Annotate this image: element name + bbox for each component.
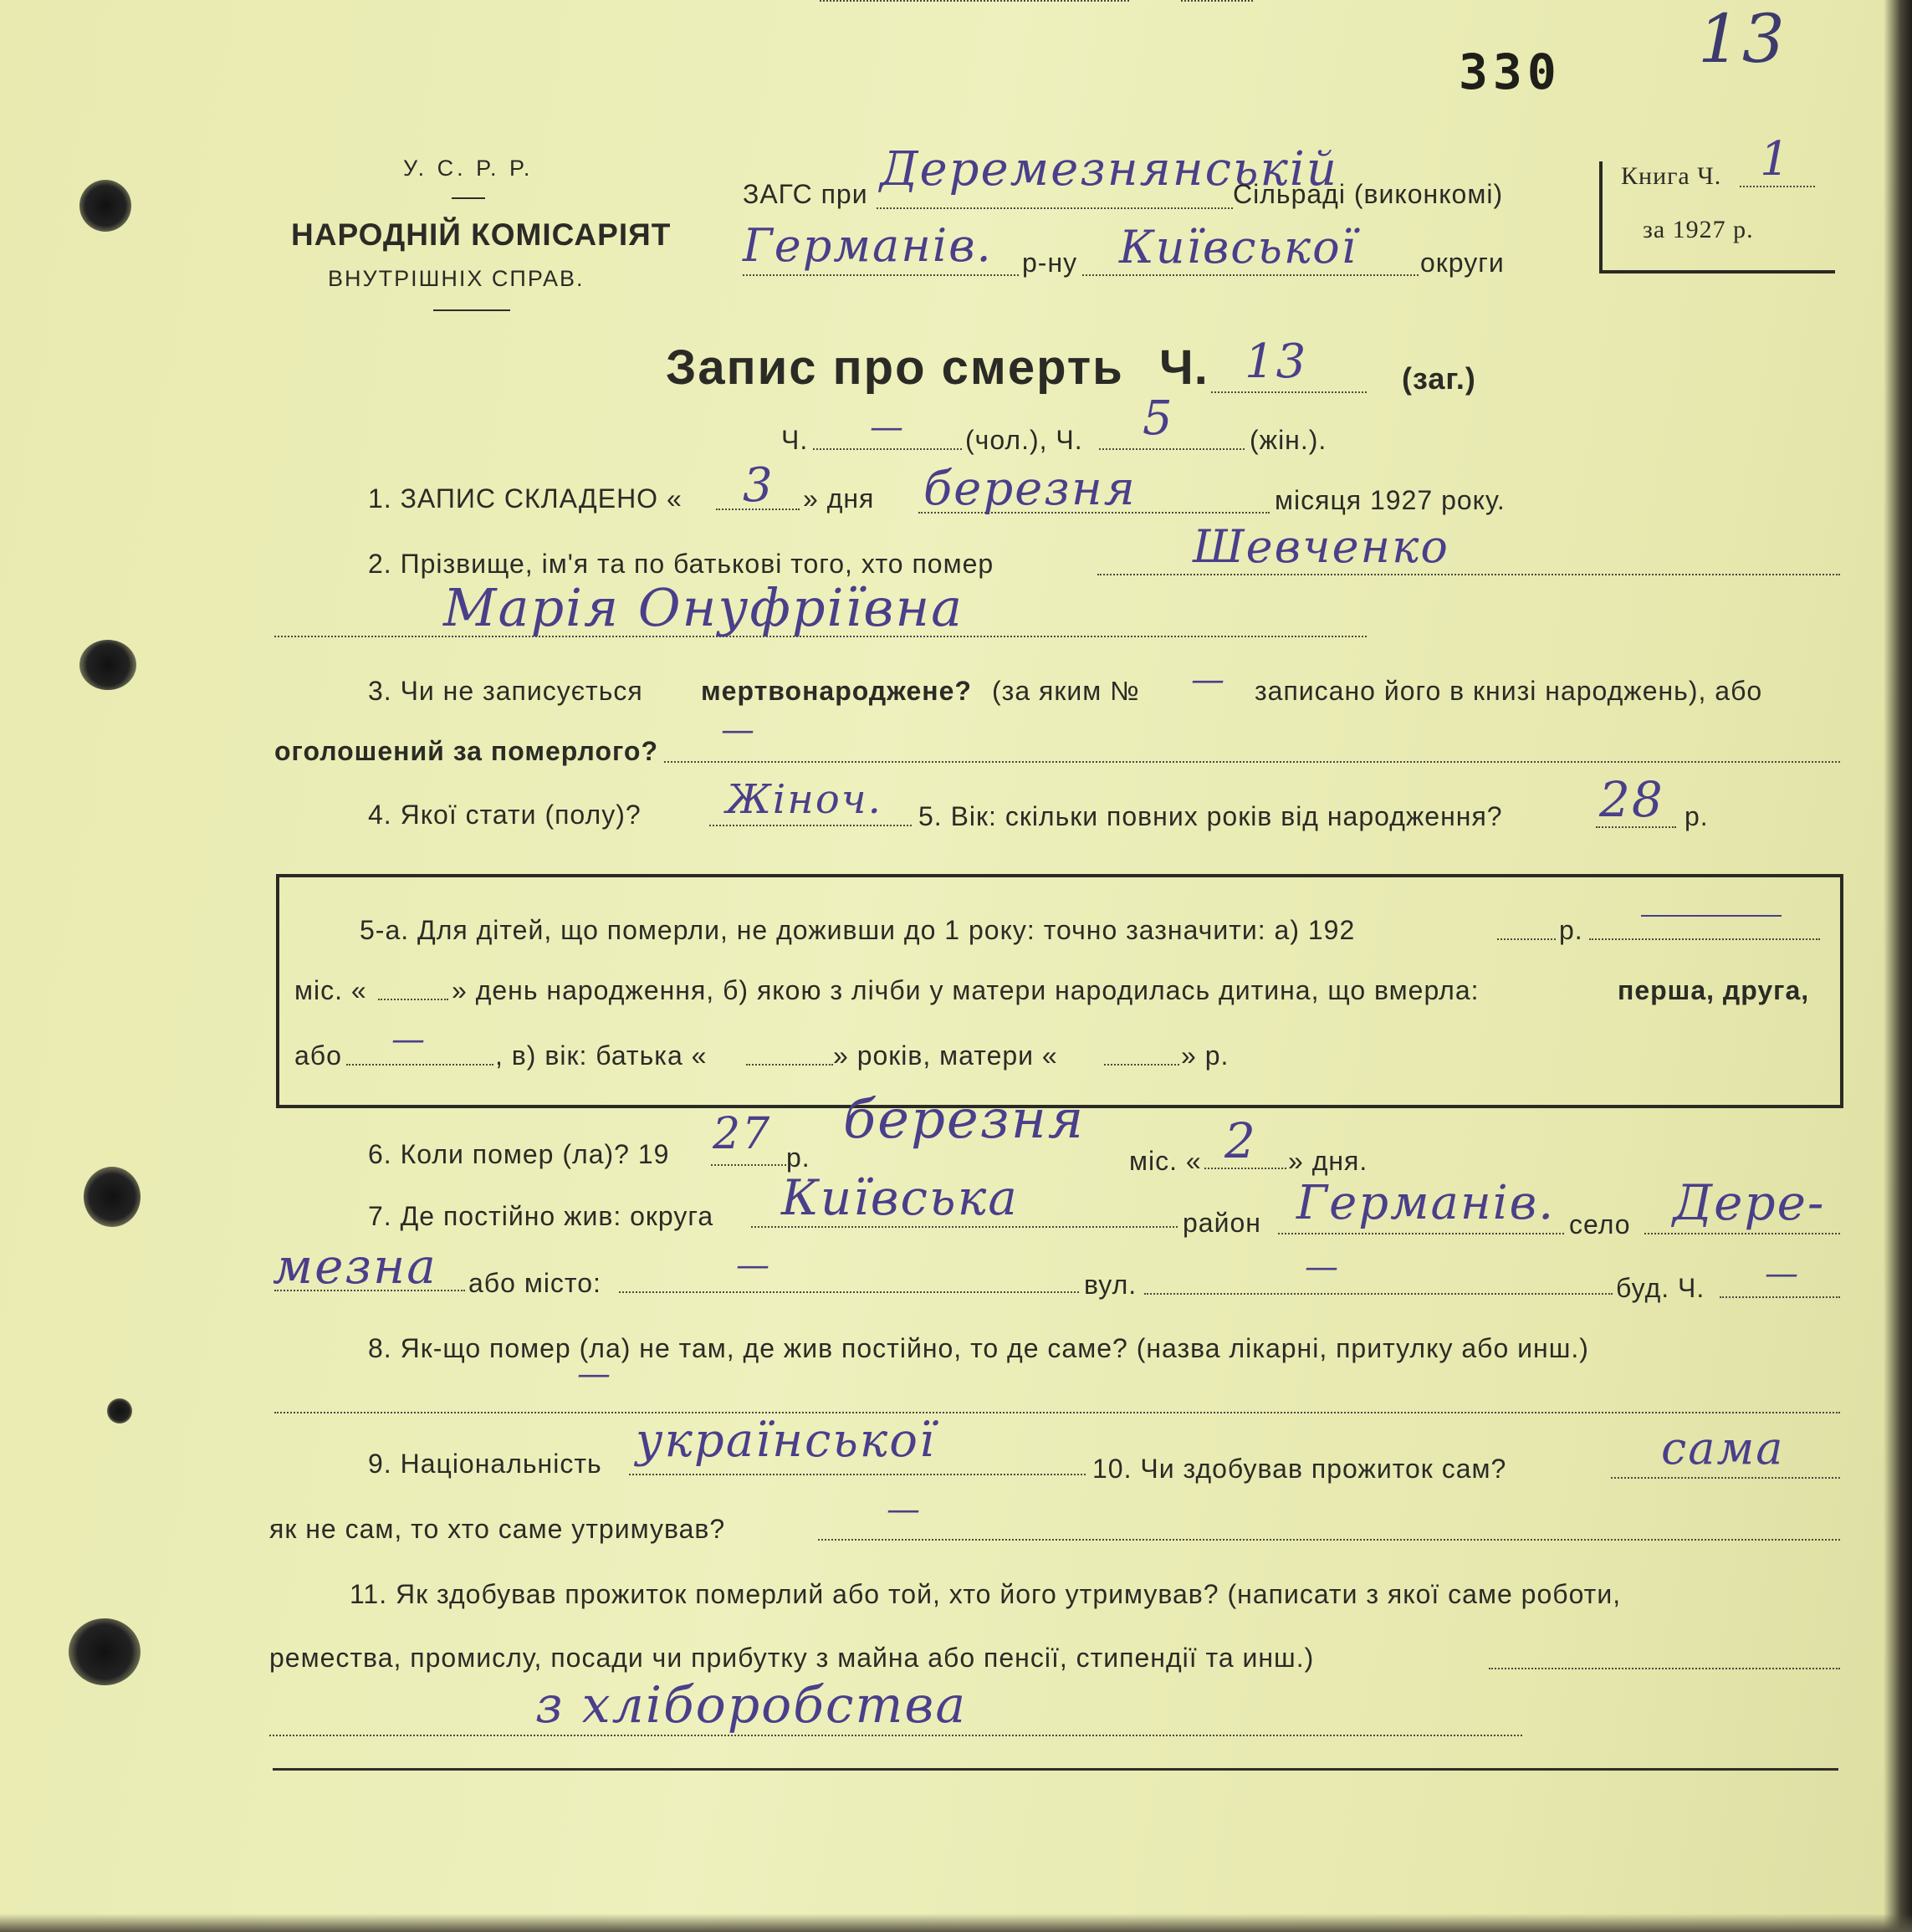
q5a-line3-a: або	[294, 1040, 342, 1071]
field-line	[1181, 0, 1253, 2]
zags-council-suffix: Сільраді (виконкомі)	[1233, 179, 1504, 209]
q10-line2-label: як не сам, то хто саме утримував?	[269, 1514, 726, 1544]
q5-age-value: 28	[1599, 771, 1664, 828]
q7-bud-value: —	[1765, 1255, 1800, 1293]
field-line	[619, 1291, 1079, 1293]
q5a-line3-b: , в) вік: батька «	[495, 1040, 708, 1071]
field-line	[1489, 1668, 1840, 1669]
punch-hole	[79, 640, 136, 690]
male-number-prefix: Ч.	[781, 425, 809, 455]
q1-suffix: місяця 1927 року.	[1275, 485, 1506, 515]
commissariat-name: НАРОДНІЙ КОМІСАРІЯТ	[291, 217, 672, 252]
record-number-label: Ч.	[1159, 340, 1209, 395]
q11-value: з хліборобства	[535, 1676, 968, 1735]
field-line	[1278, 1233, 1564, 1234]
male-number-suffix: (чол.), Ч.	[965, 425, 1083, 455]
q6-mis: міс. «	[1129, 1146, 1202, 1176]
q6-r: р.	[786, 1142, 810, 1173]
field-line	[813, 448, 962, 450]
stamp-number: 330	[1459, 43, 1562, 100]
q7-selo-label: село	[1569, 1209, 1631, 1239]
record-number-value: 13	[1245, 335, 1308, 389]
field-line	[346, 1064, 493, 1066]
punch-hole	[69, 1618, 141, 1685]
q1-day-value: 3	[743, 458, 775, 513]
field-line	[877, 207, 1233, 209]
field-line	[1099, 448, 1245, 450]
q6-day-value: 2	[1224, 1112, 1257, 1169]
q5a-line3-d: » р.	[1181, 1040, 1230, 1071]
zags-district-suffix: р-ну	[1022, 248, 1078, 278]
divider	[452, 197, 485, 199]
q1-label: 1. ЗАПИС СКЛАДЕНО «	[368, 483, 682, 514]
field-line	[1611, 1477, 1840, 1479]
book-year: за 1927 р.	[1643, 216, 1754, 243]
q7-label: 7. Де постійно жив: округа	[368, 1201, 714, 1231]
field-line	[664, 761, 1840, 763]
field-line	[1497, 938, 1556, 940]
zags-okrug-value: Київської	[1119, 221, 1357, 273]
q2-name-value: Марія Онуфріївна	[443, 577, 964, 638]
q4-label: 4. Якої стати (полу)?	[368, 800, 642, 830]
book-number: 1	[1760, 132, 1792, 187]
q1-mid: » дня	[803, 483, 875, 514]
q10-value: сама	[1661, 1422, 1785, 1475]
book-label: Книга Ч.	[1621, 162, 1722, 190]
q7-vul-label: вул.	[1084, 1270, 1137, 1300]
q6-month-value: березня	[843, 1089, 1086, 1151]
field-line	[1644, 1233, 1840, 1234]
q8-label: 8. Як-що помер (ла) не там, де жив постійно, то де саме? (назва лікарні, притулку або инш.)	[368, 1333, 1589, 1363]
field-line	[746, 1064, 833, 1066]
q3-number-value: —	[1191, 661, 1226, 699]
q5a-line3-c: » років, матери «	[833, 1040, 1058, 1071]
field-line	[629, 1474, 1086, 1475]
field-line	[269, 1735, 1522, 1736]
bottom-rule	[273, 1768, 1838, 1771]
q8-value: —	[577, 1355, 612, 1393]
zags-prefix: ЗАГС при	[743, 179, 868, 209]
q3-label-a: 3. Чи не записується	[368, 676, 643, 706]
scan-edge-right	[1884, 0, 1912, 1932]
female-number-value: 5	[1143, 391, 1174, 446]
q5a-line3-value: —	[391, 1020, 427, 1059]
zags-council-value: Деремезнянській	[880, 142, 1338, 197]
q4-sex-value: Жіноч.	[726, 776, 882, 823]
female-number-suffix: (жін.).	[1250, 425, 1327, 455]
q5a-line2-b: » день народження, б) якою з лічби у матери народилась дитина, що вмерла:	[452, 975, 1480, 1005]
q7-misto-value: —	[736, 1246, 771, 1285]
q3-declared-value: —	[721, 711, 756, 749]
q10-line2-value: —	[887, 1490, 922, 1529]
q10-label: 10. Чи здобував прожиток сам?	[1092, 1454, 1507, 1484]
q5a-line1: 5-а. Для дітей, що померли, не доживши до 1 року: точно зазначити: а) 192	[360, 915, 1356, 945]
q2-surname-value: Шевченко	[1193, 520, 1449, 573]
punch-hole	[84, 1167, 141, 1227]
q5a-line2-a: міс. «	[294, 975, 367, 1005]
field-line	[1097, 574, 1840, 575]
q7-okrug-value: Київська	[781, 1169, 1019, 1226]
q9-label: 9. Національність	[368, 1449, 602, 1479]
field-line	[709, 825, 912, 826]
punch-hole	[79, 180, 131, 232]
q7-selo-value-2: мезна	[273, 1238, 437, 1295]
q7-raion-value: Германів.	[1296, 1176, 1556, 1230]
record-title: Запис про смерть	[666, 340, 1124, 395]
q7-selo-value-1: Дере-	[1673, 1174, 1826, 1231]
commissariat-dept: ВНУТРІШНІХ СПРАВ.	[328, 266, 585, 291]
field-line	[1144, 1293, 1613, 1295]
field-line	[711, 1164, 786, 1166]
corner-number: 13	[1698, 0, 1787, 78]
divider	[433, 309, 510, 311]
scan-edge-bottom	[0, 1914, 1912, 1932]
q6-suffix: » дня.	[1288, 1146, 1368, 1176]
dash-mark	[1641, 915, 1782, 917]
field-line	[1211, 391, 1367, 393]
zags-okrug-suffix: округи	[1420, 248, 1505, 278]
field-line	[378, 999, 448, 1000]
field-line	[751, 1226, 1178, 1228]
q9-nationality-value: української	[636, 1413, 936, 1468]
q7-vul-value: —	[1305, 1248, 1340, 1286]
male-number-value: —	[870, 408, 905, 447]
field-line	[274, 1412, 1840, 1413]
field-line	[1082, 274, 1419, 276]
field-line	[1104, 1064, 1179, 1066]
q3-label-b: (за яким №	[992, 676, 1140, 706]
field-line	[818, 1539, 1840, 1541]
q7-raion-label: район	[1183, 1208, 1261, 1238]
q1-month-value: березня	[923, 462, 1137, 516]
punch-hole	[107, 1398, 132, 1423]
field-line	[1720, 1296, 1840, 1298]
field-line	[743, 274, 1019, 276]
q3-declared-dead: оголошений за померлого?	[274, 736, 658, 766]
q11-line1: 11. Як здобував прожиток померлий або той, хто його утримував? (написати з якої саме роботи,	[350, 1579, 1622, 1609]
q6-year-value: 27	[713, 1109, 772, 1159]
q5-label: 5. Вік: скільки повних років від народження?	[918, 801, 1503, 831]
record-number-suffix: (заг.)	[1402, 361, 1476, 396]
field-line	[820, 0, 1129, 2]
q7-misto-label: або місто:	[468, 1268, 601, 1298]
q5a-line2-bold: перша, друга,	[1618, 975, 1810, 1005]
q6-label: 6. Коли помер (ла)? 19	[368, 1139, 670, 1169]
q11-line2: ремества, промислу, посади чи прибутку з майна або пенсії, стипендії та инш.)	[269, 1643, 1315, 1673]
q3-stillborn: мертвонароджене?	[701, 676, 972, 706]
zags-district-value: Германів.	[743, 219, 993, 272]
q3-label-c: записано його в книзі народжень), або	[1255, 676, 1763, 706]
q5-suffix: р.	[1685, 801, 1709, 831]
q7-bud-label: буд. Ч.	[1616, 1273, 1705, 1303]
field-line	[1589, 938, 1820, 940]
republic-abbr: У. С. Р. Р.	[403, 156, 534, 181]
q2-label: 2. Прізвище, ім'я та по батькові того, хто помер	[368, 549, 994, 579]
q5a-line1-r: р.	[1559, 915, 1583, 945]
